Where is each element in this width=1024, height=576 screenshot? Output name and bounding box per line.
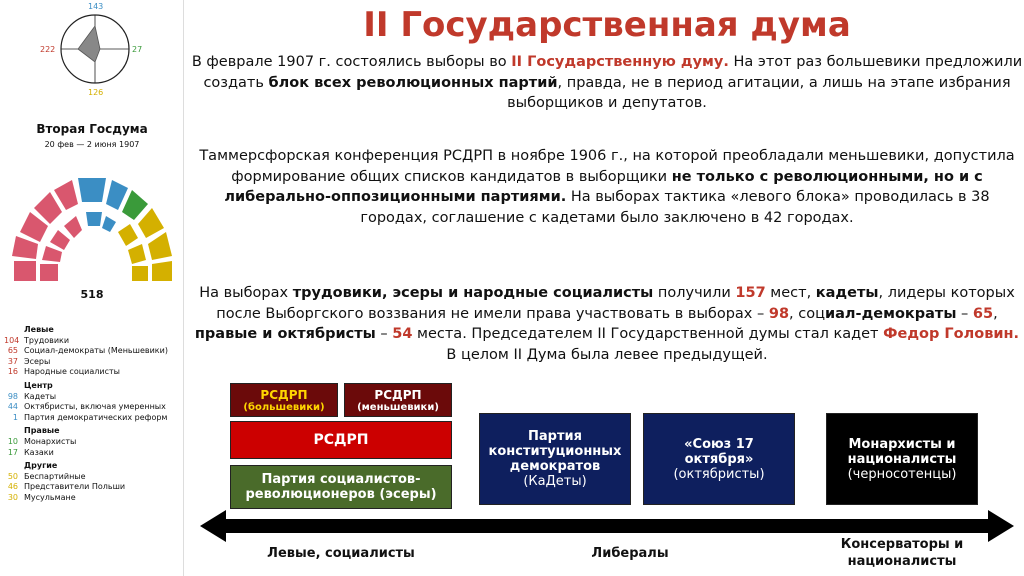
rsdrp-mensheviks-box: РСДРП (меньшевики) — [344, 383, 452, 417]
page-title: II Государственная дума — [363, 5, 851, 45]
legend-item-count: 10 — [7, 436, 18, 446]
legend-item-label: Трудовики — [24, 335, 70, 345]
legend-item-count: 44 — [7, 402, 18, 412]
hemicycle-diagram — [6, 166, 178, 286]
legend-item — [4, 402, 182, 413]
legend-item — [4, 413, 182, 424]
legend-item — [4, 367, 182, 378]
legend-item-count: 46 — [7, 482, 18, 492]
compass-diagram — [40, 2, 143, 97]
legend-item-label: Октябристы, включая умеренных — [24, 402, 166, 412]
legend-item-count: 37 — [7, 356, 18, 366]
legend-group-heading: Центр — [24, 380, 53, 390]
legend-item — [4, 392, 182, 403]
legend-item-count: 65 — [7, 346, 18, 356]
legend-group-heading: Другие — [24, 461, 58, 471]
compass-top-label: 143 — [88, 2, 104, 11]
sidebar — [0, 0, 184, 576]
compass-left-label: 222 — [40, 45, 56, 54]
compass-right-label: 27 — [132, 45, 143, 54]
party-legend — [4, 322, 182, 504]
legend-item-label: Народные социалисты — [24, 367, 120, 377]
paragraph-2: Таммерсфорская конференция РСДРП в ноябре 1906 г., на которой преобладали меньшевики, допустила формирование общих списков кандидатов в выборщики не только с революционными, но и с либерально-оппозиционными партиями. На выборах тактика «левого блока» проводилась в 38 городах, соглашение с кадетами было заключено в 42 городах. — [199, 148, 1015, 226]
legend-item-label: Партия демократических реформ — [24, 412, 168, 422]
legend-item-label: Социал-демократы (Меньшевики) — [24, 346, 168, 356]
duma-dates: 20 фев — 2 июня 1907 — [44, 140, 140, 149]
total-seats: 518 — [80, 288, 104, 301]
legend-item-count: 30 — [7, 492, 18, 502]
legend-item-label: Представители Польши — [24, 482, 126, 492]
legend-item — [4, 493, 182, 504]
monarchists-box: Монархисты и националисты (черносотенцы) — [826, 413, 978, 505]
legend-item — [4, 482, 182, 493]
legend-item — [4, 448, 182, 459]
legend-item-label: Кадеты — [24, 391, 57, 401]
socialist-revolutionaries-box: Партия социалистов- революционеров (эсеры) — [230, 465, 452, 509]
octobrists-box: «Союз 17 октября» (октябристы) — [643, 413, 795, 505]
axis-left-label: Левые, социалисты — [267, 546, 415, 561]
legend-item — [4, 336, 182, 347]
legend-item-label: Монархисты — [24, 436, 77, 446]
rsdrp-box: РСДРП — [230, 421, 452, 459]
legend-item — [4, 437, 182, 448]
rsdrp-bolsheviks-box: РСДРП (большевики) — [230, 383, 338, 417]
compass-bottom-label: 126 — [88, 88, 104, 97]
legend-group-heading: Правые — [24, 426, 60, 436]
legend-item-count: 16 — [7, 367, 18, 377]
kadets-box: Партия конституционных демократов (КаДеты) — [479, 413, 631, 505]
legend-item-count: 50 — [7, 471, 18, 481]
paragraph-1: В феврале 1907 г. состоялись выборы во II Государственную думу. На этот раз большевики предложили создать блок всех революционных партий, правда, не в период агитации, а лишь на этапе избрания выборщиков и депутатов. — [191, 54, 1023, 111]
legend-item-count: 17 — [7, 447, 18, 457]
legend-item-label: Мусульмане — [24, 492, 76, 502]
legend-item-count: 104 — [4, 335, 20, 345]
axis-middle-label: Либералы — [591, 546, 669, 561]
paragraph-3: На выборах трудовики, эсеры и народные социалисты получили 157 мест, кадеты, лидеры которых после Выборгского воззвания не имели права участвовать в выборах – 98, социал-демократы – 65, правые и октябристы – 54 места. Председателем II Государственной думы стал кадет Федор Головин. В целом II Дума была левее предыдущей. — [194, 285, 1020, 363]
legend-item-label: Эсеры — [24, 356, 51, 366]
legend-item-count: 98 — [7, 391, 18, 401]
legend-item — [4, 357, 182, 368]
axis-right-label: Консерваторы и националисты — [840, 537, 964, 569]
legend-item-label: Беспартийные — [24, 471, 86, 481]
legend-item — [4, 346, 182, 357]
duma-title: Вторая Госдума — [36, 122, 148, 136]
legend-item-count: 1 — [12, 412, 18, 422]
legend-item — [4, 472, 182, 483]
legend-item-label: Казаки — [24, 447, 54, 457]
legend-group-heading: Левые — [24, 325, 54, 334]
